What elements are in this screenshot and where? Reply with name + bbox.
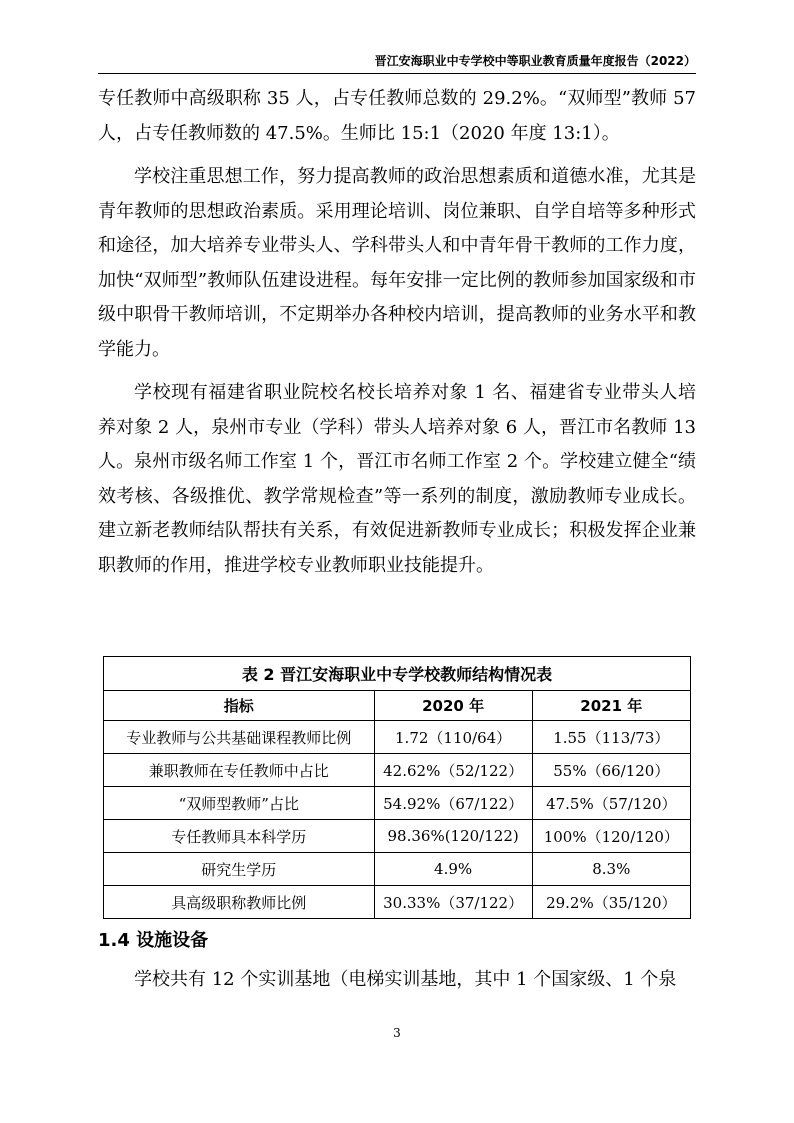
table-row <box>104 886 691 919</box>
page-number: 3 <box>393 1026 401 1040</box>
page-header: 晋江安海职业中专学校中等职业教育质量年度报告（2022） <box>374 54 696 68</box>
table-header-indicator: 指标 <box>104 691 375 721</box>
table-header-2020: 2020 年 <box>374 691 532 721</box>
table-row <box>104 853 691 886</box>
header-divider <box>98 73 696 74</box>
table-cell-2021: 29.2%（35/120） <box>532 886 690 919</box>
table-cell-2021: 100%（120/120） <box>532 820 690 853</box>
table-cell-2020: 30.33%（37/122） <box>374 886 532 919</box>
table-row <box>104 721 691 754</box>
table-cell-2021: 1.55（113/73） <box>532 721 690 754</box>
table-header-2021: 2021 年 <box>532 691 690 721</box>
body-text <box>98 82 696 583</box>
table-cell-2020: 98.36%(120/122) <box>374 820 532 853</box>
paragraph-ideological-work: 学校注重思想工作，努力提高教师的政治思想素质和道德水准，尤其是青年教师的思想政治素质。采用理论培训、岗位兼职、自学自培等多种形式和途径，加大培养专业带头人、学科带头人和中青年骨干教师的工作力度，加快“双师型”教师队伍建设进程。每年安排一定比例的教师参加国家级和市级中职骨干教师培训，不定期举办各种校内培训，提高教师的业务水平和教学能力。 <box>98 166 696 360</box>
table-cell-indicator: 专任教师具本科学历 <box>104 820 375 853</box>
table-cell-indicator: “双师型教师”占比 <box>104 787 375 820</box>
table-title: 表 2 晋江安海职业中专学校教师结构情况表 <box>104 657 691 691</box>
table-cell-2021: 8.3% <box>532 853 690 886</box>
table-cell-indicator: 专业教师与公共基础课程教师比例 <box>104 721 375 754</box>
table-cell-2021: 55%（66/120） <box>532 754 690 787</box>
section-heading: 1.4 设施设备 <box>98 930 209 951</box>
paragraph-facilities: 学校共有 12 个实训基地（电梯实训基地，其中 1 个国家级、1 个泉 <box>134 969 677 990</box>
paragraph-teacher-titles: 专任教师中高级职称 35 人，占专任教师总数的 29.2%。“双师型”教师 57 人，占专任教师数的 47.5%。生师比 15:1（2020 年度 13:1）。 <box>98 88 696 144</box>
teacher-structure-table <box>103 656 691 919</box>
table-row <box>104 820 691 853</box>
table-cell-2021: 47.5%（57/120） <box>532 787 690 820</box>
table-cell-2020: 42.62%（52/122） <box>374 754 532 787</box>
table-row <box>104 754 691 787</box>
table-cell-2020: 4.9% <box>374 853 532 886</box>
table-row <box>104 787 691 820</box>
table-cell-indicator: 研究生学历 <box>104 853 375 886</box>
table-cell-2020: 1.72（110/64） <box>374 721 532 754</box>
section-body <box>98 963 696 998</box>
table-cell-2020: 54.92%（67/122） <box>374 787 532 820</box>
paragraph-talent-programs: 学校现有福建省职业院校名校长培养对象 1 名、福建省专业带头人培养对象 2 人，泉州市专业（学科）带头人培养对象 6 人，晋江市名教师 13 人。泉州市级名师工作室 1 个，晋江市名师工作室 2 个。学校建立健全“绩效考核、各级推优、教学常规检查”等一系列的制度，激励教师专业成长。建立新老教师结队帮扶有关系，有效促进新教师专业成长；积极发挥企业兼职教师的作用，推进学校专业教师职业技能提升。 <box>98 382 696 576</box>
table-cell-indicator: 具高级职称教师比例 <box>104 886 375 919</box>
table-cell-indicator: 兼职教师在专任教师中占比 <box>104 754 375 787</box>
